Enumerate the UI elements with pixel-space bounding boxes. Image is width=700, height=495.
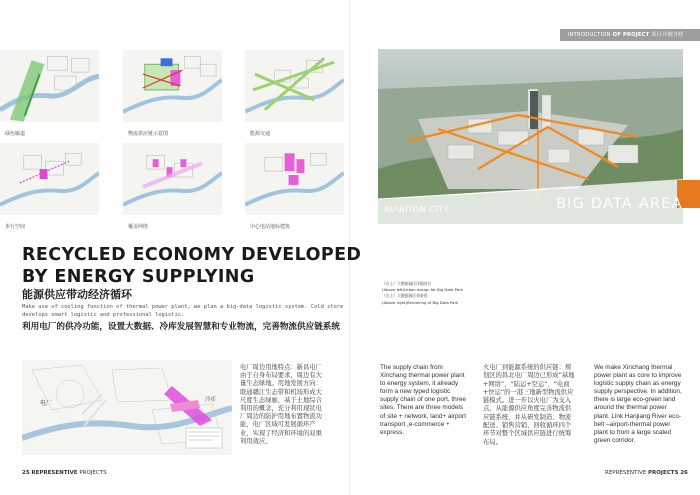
image-caption: （右上）大数据园区效果图 <box>382 293 428 299</box>
central-power-landmark-diagram-icon <box>245 143 344 215</box>
diagram-caption: 覆盖网络 <box>128 224 149 230</box>
image-caption: (Above right)Rendering of Big Data Park <box>382 299 459 305</box>
green-corridor-diagram-icon <box>0 50 99 122</box>
lead-chinese: 利用电厂的供冷功能，设置大数据、冷库发展智慧和专业物流，完善物流供应链系统 <box>22 322 340 332</box>
image-caption: (Above left)Urban design for Big Data Park <box>382 287 463 293</box>
body-english-col2: We make Xinchang thermal power plant as core to improve logistic supply chain as energy supply perspective. In addition, there is large eco-green land around the thermal power plant. Link Hanjiang River eco-belt –airport-thermal power plant to from a large scaled green corridor. <box>594 364 682 444</box>
footer-right-label-bold: PROJECTS <box>647 470 679 476</box>
plan-label-left: 电厂 <box>40 400 53 407</box>
section-header-label-bold: OF PROJECT <box>612 32 650 38</box>
page-number-right: 26 <box>680 470 688 476</box>
diagram-caption: 绿色廊道 <box>5 131 26 137</box>
coverage-network-diagram-icon <box>123 143 222 215</box>
body-chinese-col2: 火电厂到能源系统的供应链：规划区的昌北电厂周边已形成“基地+网络”、“陆运+空运”、“电商+快运”的一港三地新型物流供应链模式。进一步以火电厂为支入点，从能源供应角度完善物流供应链系统，并从研发制造、物流配送、销售营销、回收循环四个环节对整个区域供应链进行统筹布局。 <box>483 364 575 446</box>
body-chinese-left: 电厂周边用地特点：新昌电厂由于自身布局要求，周边有大量生态绿地。用地发展方向：联通赣江生态带和机场形成大尺度生态绿廊，基于土地综合利用的概念，充分利用现状电厂周边的防护用地布置物流功能，电厂区域可发展循环产业，实现了经济和环境的双重利用效应。 <box>240 364 322 445</box>
energy-traffic-diagram-icon <box>245 50 344 122</box>
diagram-energy-traffic <box>245 50 344 122</box>
diagram-coverage <box>123 143 222 215</box>
image-captions <box>382 281 502 306</box>
footer-left-label-2: PROJECTS <box>79 470 107 476</box>
diagram-logistics <box>123 50 222 122</box>
section-header-label: INTRODUCTION <box>568 32 611 38</box>
title-english-line1: RECYCLED ECONOMY DEVELOPED <box>22 245 362 265</box>
footer-left <box>22 470 107 476</box>
pedestrian-space-diagram-icon <box>0 143 99 215</box>
big-data-area-label: BIG DATA AREA <box>556 196 683 212</box>
body-english-col1: The supply chain from Xinchang thermal power plant to energy system, it already form a new typed logistic supply chain of one port, three sites. There are three models of site + network, land+ airport transport ,e-commerce + express. <box>380 364 466 436</box>
footer-left-label: REPRESENTIVE <box>31 470 78 476</box>
plan-label-right: 冷库 <box>205 397 217 403</box>
site-plan <box>22 360 232 455</box>
site-plan-map-icon <box>22 360 232 455</box>
logistics-supply-chain-diagram-icon <box>123 50 222 122</box>
diagram-caption: 中心电站地标建筑 <box>250 224 291 230</box>
diagram-pedestrian <box>0 143 99 215</box>
image-caption: （右上）大数据园区详细设计 <box>382 281 432 286</box>
diagram-central-landmark <box>245 143 344 215</box>
title-chinese: 能源供应带动经济循环 <box>22 288 132 301</box>
title-english <box>22 244 372 288</box>
diagram-caption: 物流供应链示意图 <box>128 131 169 137</box>
page-number-left: 25 <box>22 470 30 476</box>
diagram-caption: 能源交通 <box>250 131 271 137</box>
footer-right-label: REPRESENTIVE <box>605 470 647 476</box>
diagram-green-corridor <box>0 50 99 122</box>
title-english-line2: BY ENERGY SUPPLYING <box>22 267 255 287</box>
lead-english: Make use of cooling function of thermal power plant, we plan a big-data logistic system. Cold store develops smart logistic and professional logistic. <box>22 304 344 318</box>
section-header-label-cn: 项目详细介绍 <box>651 32 684 38</box>
section-header <box>560 29 700 41</box>
diagram-caption: 步行空间 <box>5 224 26 230</box>
aviation-city-label: AVIATION CITY <box>384 205 450 214</box>
footer-right <box>605 470 688 476</box>
